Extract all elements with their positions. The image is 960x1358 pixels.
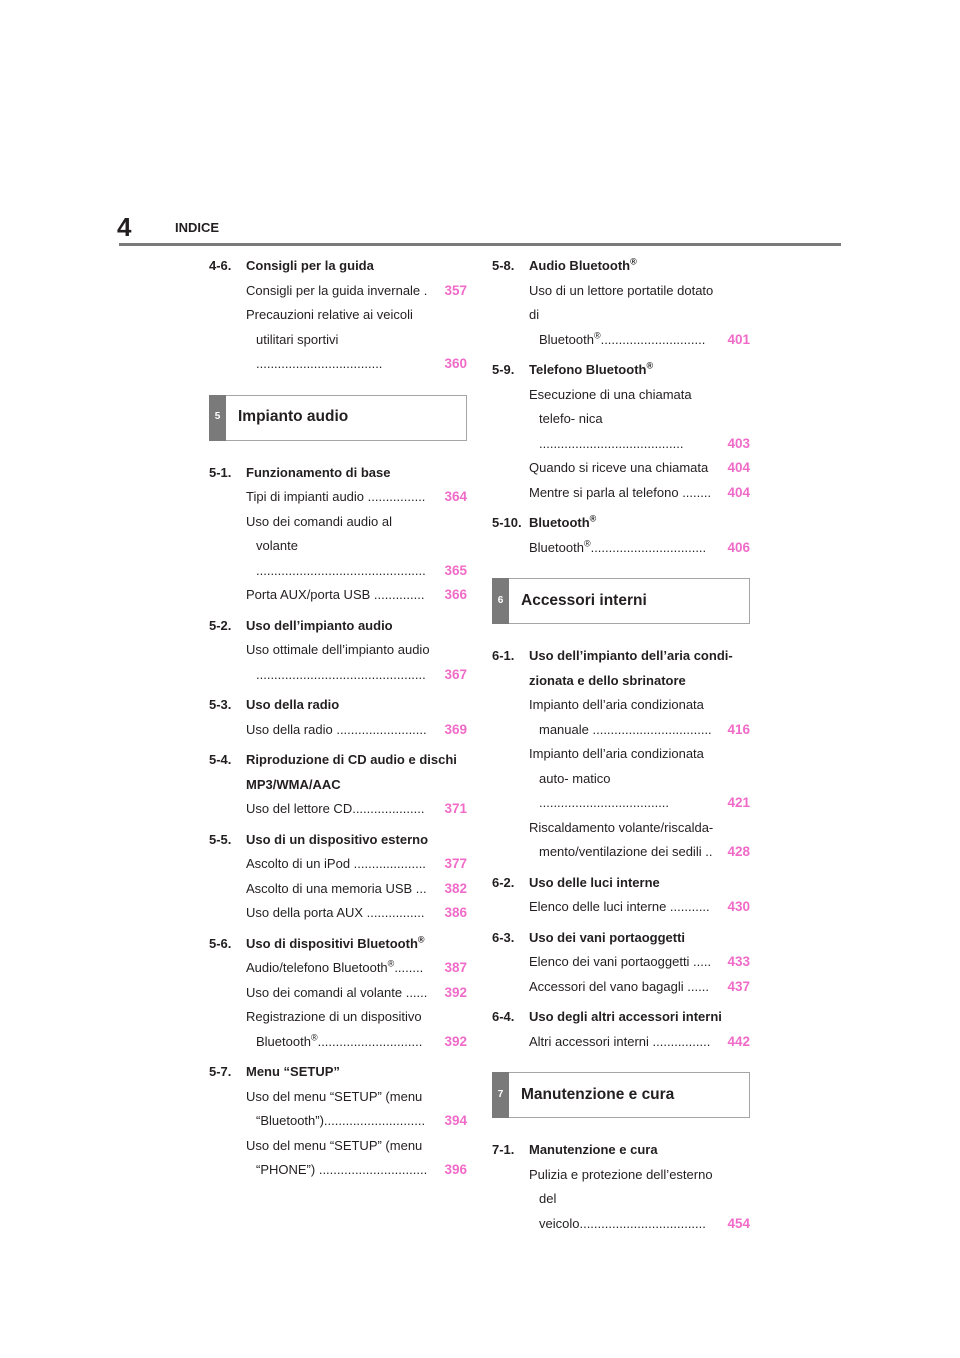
toc-entry[interactable]: Ascolto di un iPod .................... 377 (246, 852, 467, 877)
toc-entry[interactable]: Altri accessori interni ................ 442 (529, 1030, 750, 1055)
chapter-banner-5[interactable] (209, 395, 467, 441)
toc-section-5-9: 5-9. Telefono Bluetooth® (492, 360, 654, 377)
page-link[interactable]: 364 (444, 489, 467, 504)
chapter-title: Manutenzione e cura (521, 1085, 675, 1103)
toc-section-5-2: 5-2. Uso dell’impianto audio (209, 617, 393, 633)
page-link[interactable]: 406 (727, 539, 750, 555)
toc-entry[interactable]: Precauzioni relative ai veicoli utilitari sportivi ................................... 360 (246, 303, 467, 377)
page-link[interactable]: 404 (727, 484, 750, 500)
section-title: INDICE (175, 220, 220, 235)
toc-entry[interactable]: Uso dei comandi al volante ...... 392 (246, 981, 467, 1006)
page-link[interactable]: 357 (444, 282, 467, 298)
page-link[interactable]: 387 (444, 960, 467, 975)
header-rule (119, 243, 841, 246)
page-link[interactable]: 369 (444, 721, 467, 737)
page-link[interactable]: 433 (727, 954, 750, 969)
page-link[interactable]: 421 (727, 795, 750, 810)
page-link[interactable]: 416 (727, 721, 750, 737)
toc-entry[interactable]: Uso ottimale dell’impianto audio ............................................... 367 (246, 638, 467, 687)
chapter-title: Impianto audio (238, 408, 349, 426)
page-link[interactable]: 360 (444, 356, 467, 371)
toc-section-6-2: 6-2. Uso delle luci interne (492, 874, 660, 890)
toc-entry[interactable]: Porta AUX/porta USB .............. 366 (246, 583, 467, 608)
page-number: 4 (117, 212, 132, 242)
toc-entry[interactable]: Uso dei comandi audio al volante ............................................... 365 (246, 510, 467, 584)
toc-section-4-6: 4-6. Consigli per la guida (209, 258, 374, 273)
toc-section-7-1: 7-1. Manutenzione e cura (492, 1142, 658, 1157)
toc-entry[interactable]: Elenco dei vani portaoggetti ..... 433 (529, 950, 750, 975)
chapter-tab: 6 (492, 578, 509, 624)
page-link[interactable]: 386 (444, 905, 467, 920)
toc-entry[interactable]: Uso di un lettore portatile dotato di Bluetooth®............................. 401 (529, 279, 750, 353)
page-link[interactable]: 377 (444, 856, 467, 871)
toc-entry[interactable]: Tipi di impianti audio ................ 364 (246, 485, 467, 510)
toc-entry[interactable]: Accessori del vano bagagli ...... 437 (529, 975, 750, 1000)
toc-section-5-8: 5-8. Audio Bluetooth® (492, 256, 637, 273)
page-link[interactable]: 382 (444, 880, 467, 896)
toc-section-6-3: 6-3. Uso dei vani portaoggetti (492, 929, 686, 945)
page-link[interactable]: 392 (444, 984, 467, 1000)
chapter-tab: 7 (492, 1072, 509, 1118)
page-link[interactable]: 365 (444, 562, 467, 578)
toc-section-5-6: 5-6. Uso di dispositivi Bluetooth® (209, 934, 425, 951)
toc-entry[interactable]: Uso della radio ......................... 369 (246, 718, 467, 743)
toc-entry[interactable]: Audio/telefono Bluetooth®........ 387 (246, 956, 467, 981)
chapter-title: Accessori interni (521, 591, 647, 609)
page-link[interactable]: 403 (727, 435, 750, 451)
page-link[interactable]: 430 (727, 899, 750, 914)
page-link[interactable]: 404 (727, 460, 750, 475)
toc-section-6-1: 6-1. Uso dell’impianto dell’aria condi- zionata e dello sbrinatore (492, 648, 733, 688)
page-link[interactable]: 394 (444, 1113, 467, 1128)
toc-entry[interactable]: Consigli per la guida invernale . 357 (246, 279, 467, 304)
page-link[interactable]: 392 (444, 1033, 467, 1049)
toc-entry[interactable]: Esecuzione di una chiamata telefo- nica ........................................ 403 (529, 383, 750, 457)
toc-left-column (209, 254, 467, 1183)
toc-entry[interactable]: Impianto dell’aria condizionata auto- matico .................................... 421 (529, 742, 750, 816)
chapter-banner-7[interactable] (492, 1072, 750, 1118)
page-link[interactable]: 367 (444, 666, 467, 682)
toc-entry[interactable]: Bluetooth®................................ 406 (529, 536, 750, 561)
toc-entry[interactable]: Ascolto di una memoria USB ... 382 (246, 877, 467, 902)
page-link[interactable]: 401 (727, 331, 750, 347)
toc-section-5-7: 5-7. Menu “SETUP” (209, 1064, 340, 1079)
toc-entry[interactable]: Elenco delle luci interne ........... 430 (529, 895, 750, 920)
page-link[interactable]: 428 (727, 844, 750, 859)
page-link[interactable]: 371 (444, 801, 467, 816)
chapter-banner-6[interactable] (492, 578, 750, 624)
toc-entry[interactable]: Uso del menu “SETUP” (menu “PHONE”) .............................. 396 (246, 1134, 467, 1183)
toc-right-column (492, 254, 750, 1236)
toc-section-5-4: 5-4. Riproduzione di CD audio e dischi MP3/WMA/AAC (209, 752, 457, 792)
page-link[interactable]: 437 (727, 978, 750, 994)
toc-entry[interactable]: Riscaldamento volante/riscalda- mento/ventilazione dei sedili .. 428 (529, 816, 750, 865)
toc-entry[interactable]: Quando si riceve una chiamata 404 (529, 456, 750, 481)
toc-entry[interactable]: Uso del menu “SETUP” (menu “Bluetooth”)............................ 394 (246, 1085, 467, 1134)
toc-entry[interactable]: Pulizia e protezione dell’esterno del veicolo................................... 454 (529, 1163, 750, 1237)
page-link[interactable]: 454 (727, 1215, 750, 1231)
toc-entry[interactable]: Uso del lettore CD.................... 371 (246, 797, 467, 822)
page-link[interactable]: 396 (444, 1162, 467, 1177)
registered-symbol: ® (417, 934, 425, 945)
toc-section-5-3: 5-3. Uso della radio (209, 697, 340, 712)
chapter-tab: 5 (209, 395, 226, 441)
toc-entry[interactable]: Mentre si parla al telefono ........ 404 (529, 481, 750, 506)
toc-section-5-10: 5-10. Bluetooth® (492, 513, 597, 530)
toc-entry[interactable]: Impianto dell’aria condizionata manuale ................................. 416 (529, 693, 750, 742)
toc-section-5-5: 5-5. Uso di un dispositivo esterno (209, 831, 429, 847)
toc-entry[interactable]: Uso della porta AUX ................ 386 (246, 901, 467, 926)
page-link[interactable]: 366 (444, 587, 467, 602)
page-link[interactable]: 442 (727, 1033, 750, 1049)
toc-entry[interactable]: Registrazione di un dispositivo Bluetooth®............................. 392 (246, 1005, 467, 1054)
toc-section-6-4: 6-4. Uso degli altri accessori interni (492, 1009, 722, 1024)
toc-section-5-1: 5-1. Funzionamento di base (209, 464, 391, 480)
